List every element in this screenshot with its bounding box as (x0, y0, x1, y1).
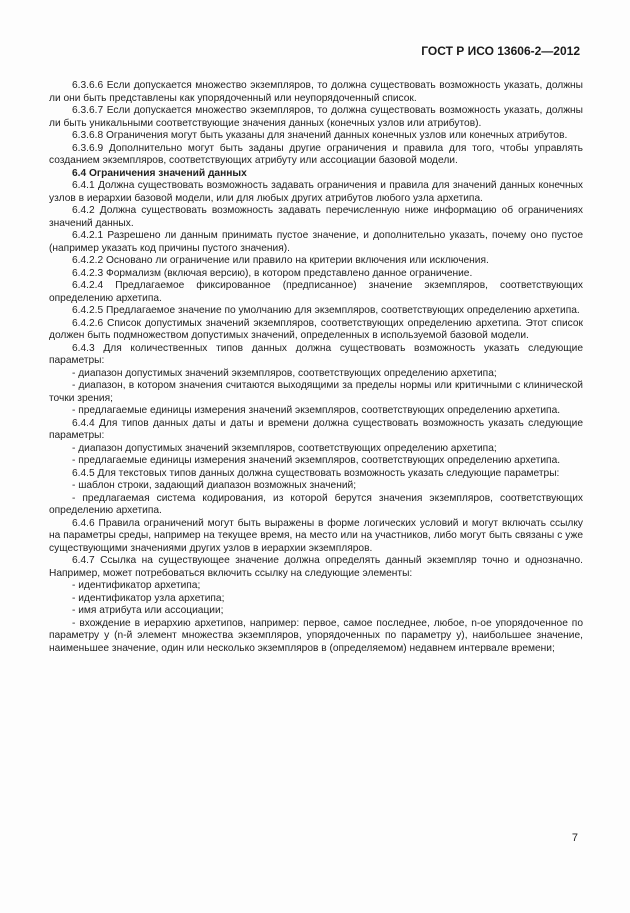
paragraph-6-4-2: 6.4.2 Должна существовать возможность задавать перечисленную ниже информацию об ограничениях значений данных. (49, 205, 583, 229)
list-item: - предлагаемая система кодирования, из которой берутся значения экземпляров, соответствующих определению архетипа. (49, 492, 583, 516)
section-heading-6-4: 6.4 Ограничения значений данных (72, 167, 247, 179)
paragraph-6-4-3: 6.4.3 Для количественных типов данных должна существовать возможность указать следующие параметры: (49, 342, 583, 366)
list-item: - предлагаемые единицы измерения значений экземпляров, соответствующих определению архетипа. (72, 405, 561, 416)
paragraph-6-3-6-6: 6.3.6.6 Если допускается множество экземпляров, то должна существовать возможность указать, должны ли они быть представлены как упорядоченный или неупорядоченный список. (49, 80, 583, 104)
list-item: - диапазон допустимых значений экземпляров, соответствующих определению архетипа; (72, 442, 497, 454)
paragraph-6-3-6-9: 6.3.6.9 Дополнительно могут быть заданы другие ограничения и правила для того, чтобы управлять созданием экземпляров, соответствующих атрибуту или ассоциации базовой модели. (49, 142, 583, 166)
paragraph-6-4-1: 6.4.1 Должна существовать возможность задавать ограничения и правила для значений данных конечных узлов в иерархии базовой модели, или для любых других атрибутов любого узла архетипа. (49, 180, 583, 204)
paragraph-6-4-4: 6.4.4 Для типов данных даты и даты и времени должна существовать возможность указать следующие параметры: (49, 417, 583, 441)
list-item: - предлагаемые единицы измерения значений экземпляров, соответствующих определению архетипа. (72, 455, 561, 466)
paragraph-6-4-2-2: 6.4.2.2 Основано ли ограничение или правило на критерии включения или исключения. (72, 255, 489, 266)
paragraph-6-4-5: 6.4.5 Для текстовых типов данных должна существовать возможность указать следующие параметры: (72, 467, 560, 479)
list-item: - идентификатор узла архетипа; (72, 592, 225, 604)
paragraph-6-4-2-1: 6.4.2.1 Разрешено ли данным принимать пустое значение, и дополнительно указать, почему оно пустое (например указать код причины пустого значения). (49, 230, 583, 254)
paragraph-6-3-6-8: 6.3.6.8 Ограничения могут быть указаны для значений данных конечных узлов или конечных атрибутов. (72, 130, 568, 141)
document-body (49, 80, 583, 655)
document-header: ГОСТ Р ИСО 13606-2—2012 (421, 44, 580, 58)
list-item: - идентификатор архетипа; (72, 580, 201, 591)
list-item: - имя атрибута или ассоциации; (72, 605, 224, 616)
list-item: - диапазон допустимых значений экземпляров, соответствующих определению архетипа; (72, 367, 497, 379)
list-item: - диапазон, в котором значения считаются выходящими за пределы нормы или критичными с клинической точки зрения; (49, 380, 583, 404)
paragraph-6-4-2-3: 6.4.2.3 Формализм (включая версию), в котором представлено данное ограничение. (72, 267, 473, 279)
list-item: - вхождение в иерархию архетипов, например: первое, самое последнее, любое, n-ое упорядоченное по параметру y (n-й элемент множества экземпляров, упорядоченных по параметру y), наибольшее значение, наименьшее значение, один или несколько экземпляров в (определяемом) недавнем интервале времени; (49, 617, 583, 654)
paragraph-6-4-6: 6.4.6 Правила ограничений могут быть выражены в форме логических условий и могут включать ссылку на параметры среды, например на текущее время, на место или на участников, либо могут быть связаны с уже существующими значениями других узлов в иерархии экземпляров. (49, 517, 583, 554)
paragraph-6-4-7: 6.4.7 Ссылка на существующее значение должна определять данный экземпляр точно и однозначно. Например, может потребоваться включить ссылку на следующие элементы: (49, 555, 583, 579)
list-item: - шаблон строки, задающий диапазон возможных значений; (72, 480, 357, 491)
paragraph-6-4-2-4: 6.4.2.4 Предлагаемое фиксированное (предписанное) значение экземпляров, соответствующих определению архетипа. (49, 280, 583, 304)
paragraph-6-3-6-7: 6.3.6.7 Если допускается множество экземпляров, то должна существовать возможность указать, должны ли быть уникальными соответствующие значения данных (конечных узлов или атрибутов). (49, 105, 583, 129)
page-number: 7 (571, 832, 578, 844)
paragraph-6-4-2-5: 6.4.2.5 Предлагаемое значение по умолчанию для экземпляров, соответствующих определению архетипа. (72, 305, 580, 316)
paragraph-6-4-2-6: 6.4.2.6 Список допустимых значений экземпляров, соответствующих определению архетипа. Этот список должен быть подмножеством допустимых значений, определенных в используемой базовой модели. (49, 317, 583, 341)
